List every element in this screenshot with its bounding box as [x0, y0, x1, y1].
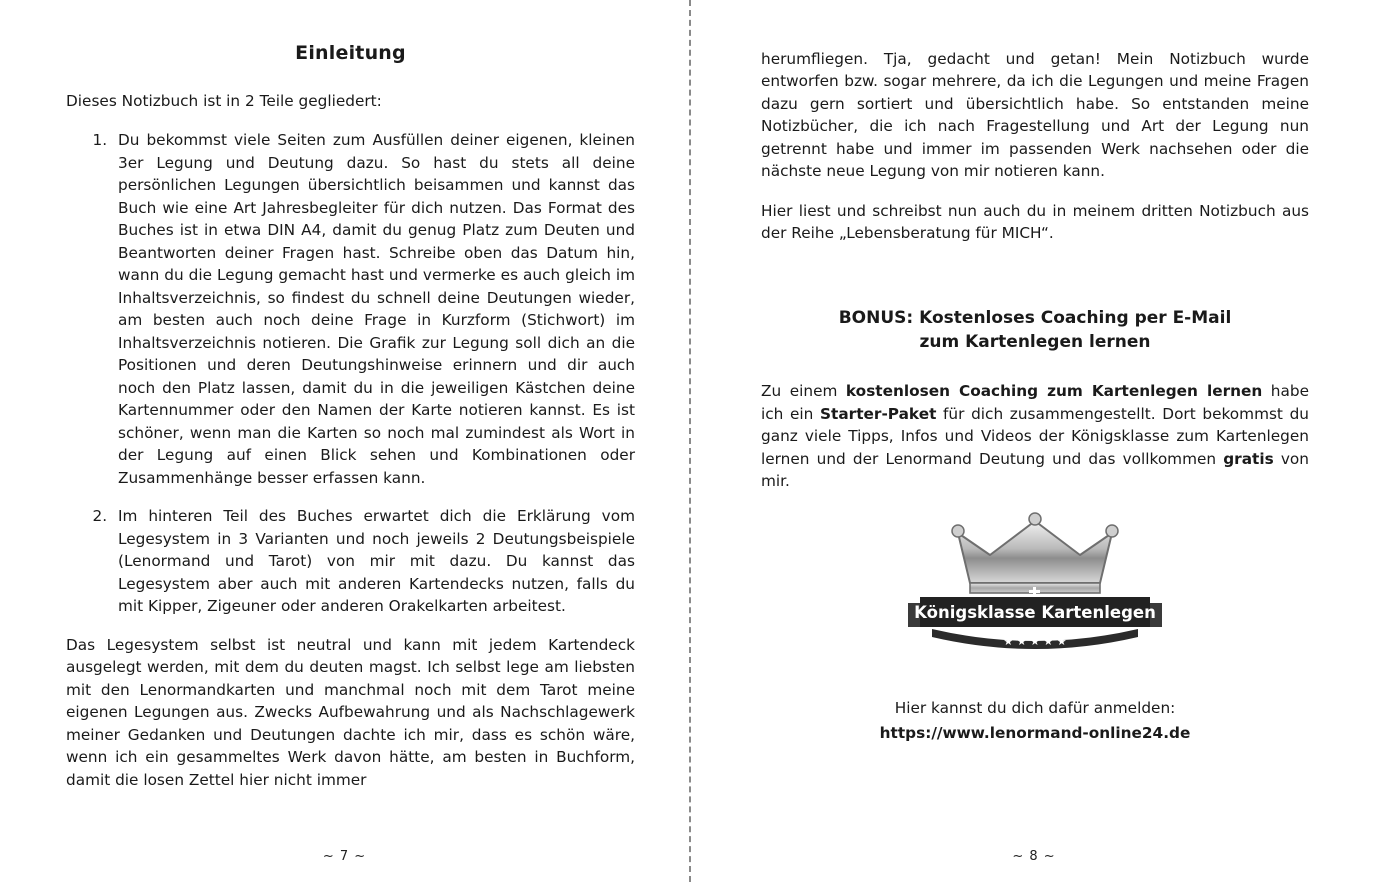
list-item: 1. Du bekommst viele Seiten zum Ausfüllen deiner eigenen, kleinen 3er Legung und Deutung dazu. So hast du stets all deine persönlichen Legungen übersichtlich beisammen und kannst das Buch wie eine Art Jahresbegleiter für dich nutzen. Das Format des Buches ist in etwa DIN A4, damit du genug Platz zum Deuten und Beantworten deiner Fragen hast. Schreibe oben das Datum hin, wann du die Legung gemacht hast und vermerke es auch gleich im Inhaltsverzeichnis, so findest du schnell deine Deutungen wieder, am besten auch noch deine Frage in Kurzform (Stichwort) im Inhaltsverzeichnis notieren. Die Grafik zur Legung soll dich an die Positionen und deren Deutungshinweise erinnern und dir auch noch den Platz lassen, damit du in die jeweiligen Kästchen deine Kartennummer oder den Namen der Karte notieren kannst. Es ist schöner, wenn man die Karten so noch mal zumindest als Wort in der Legung auf einen Blick sehen und Kombinationen oder Zusammenhänge besser erfassen kann. — [112, 129, 635, 489]
intro-paragraph: Dieses Notizbuch ist in 2 Teile gegliedert: — [66, 92, 382, 110]
logo-banner-text: Königsklasse Kartenlegen — [914, 602, 1156, 622]
signup-url[interactable]: https://www.lenormand-online24.de — [879, 723, 1191, 742]
bonus-bold-2: Starter-Paket — [820, 404, 937, 423]
bonus-paragraph — [761, 380, 1309, 492]
bonus-bold-1: kostenlosen Coaching zum Kartenlegen lernen — [845, 382, 1263, 401]
crown-icon — [952, 513, 1118, 593]
list-item: 2. Im hinteren Teil des Buches erwartet dich die Erklärung vom Legesystem in 3 Varianten und noch jeweils 2 Deutungsbeispiele (Lenormand und Tarot) von mir mit dazu. Du kannst das Legesystem aber auch mit anderen Kartendecks nutzen, falls du mit Kipper, Zigeuner oder anderen Orakelkarten arbeitest. — [112, 505, 635, 617]
signup-label: Hier kannst du dich dafür anmelden: — [894, 698, 1176, 717]
signup-block — [761, 697, 1309, 745]
bonus-bold-3: gratis — [1223, 449, 1274, 468]
bonus-text-4: von mir. — [761, 449, 1309, 491]
bonus-heading-line-1: BONUS: Kostenloses Coaching per E-Mail — [838, 307, 1232, 328]
page-right — [689, 0, 1379, 882]
bonus-text-1: Zu einem — [761, 382, 846, 401]
page-title: Einleitung — [295, 42, 406, 64]
bonus-heading — [761, 307, 1309, 355]
bonus-text-3: für dich zusammengestellt. Dort bekommst du ganz viele Tipps, Infos und Videos der Königsklasse zum Kartenlegen lernen und der Lenormand Deutung und das vollkommen — [761, 404, 1309, 468]
series-paragraph: Hier liest und schreibst nun auch du in meinem dritten Notizbuch aus der Reihe „Lebensberatung für MICH“. — [761, 201, 1309, 243]
stars-icon — [1003, 635, 1066, 648]
crown-logo — [890, 511, 1180, 651]
page-number-right: ~ 8 ~ — [1012, 849, 1056, 864]
svg-text:★ ★ ★ ★ ★: ★ ★ ★ ★ ★ — [1003, 634, 1067, 648]
closing-paragraph: Das Legesystem selbst ist neutral und kann mit jedem Kartendeck ausgelegt werden, mit dem du deuten magst. Ich selbst lege am liebsten mit den Lenormandkarten und manchmal noch mit dem Tarot meine eigenen Legungen aus. Zwecks Aufbewahrung und als Nachschlagewerk meiner Gedanken und Deutungen dachte ich mir, dass es schön wäre, wenn ich ein gesammeltes Werk davon hätte, am besten in Buchform, damit die losen Zettel hier nicht immer — [66, 635, 635, 789]
page-left — [0, 0, 689, 882]
continuation-paragraph: herumfliegen. Tja, gedacht und getan! Mein Notizbuch wurde entworfen bzw. sogar mehrere, da ich die Legungen und meine Fragen dazu gern sortiert und übersichtlich habe. So entstanden meine Notizbücher, die ich nach Fragestellung und Art der Legung nun getrennt habe und immer im passenden Werk nachsehen oder die nächste neue Legung von mir notieren kann. — [761, 50, 1309, 181]
numbered-list — [66, 129, 635, 617]
bonus-heading-line-2: zum Kartenlegen lernen — [919, 331, 1151, 352]
page-number-left: ~ 7 ~ — [322, 849, 367, 864]
crown-logo-block — [885, 511, 1185, 651]
bonus-text-2: habe ich ein — [761, 382, 1309, 423]
